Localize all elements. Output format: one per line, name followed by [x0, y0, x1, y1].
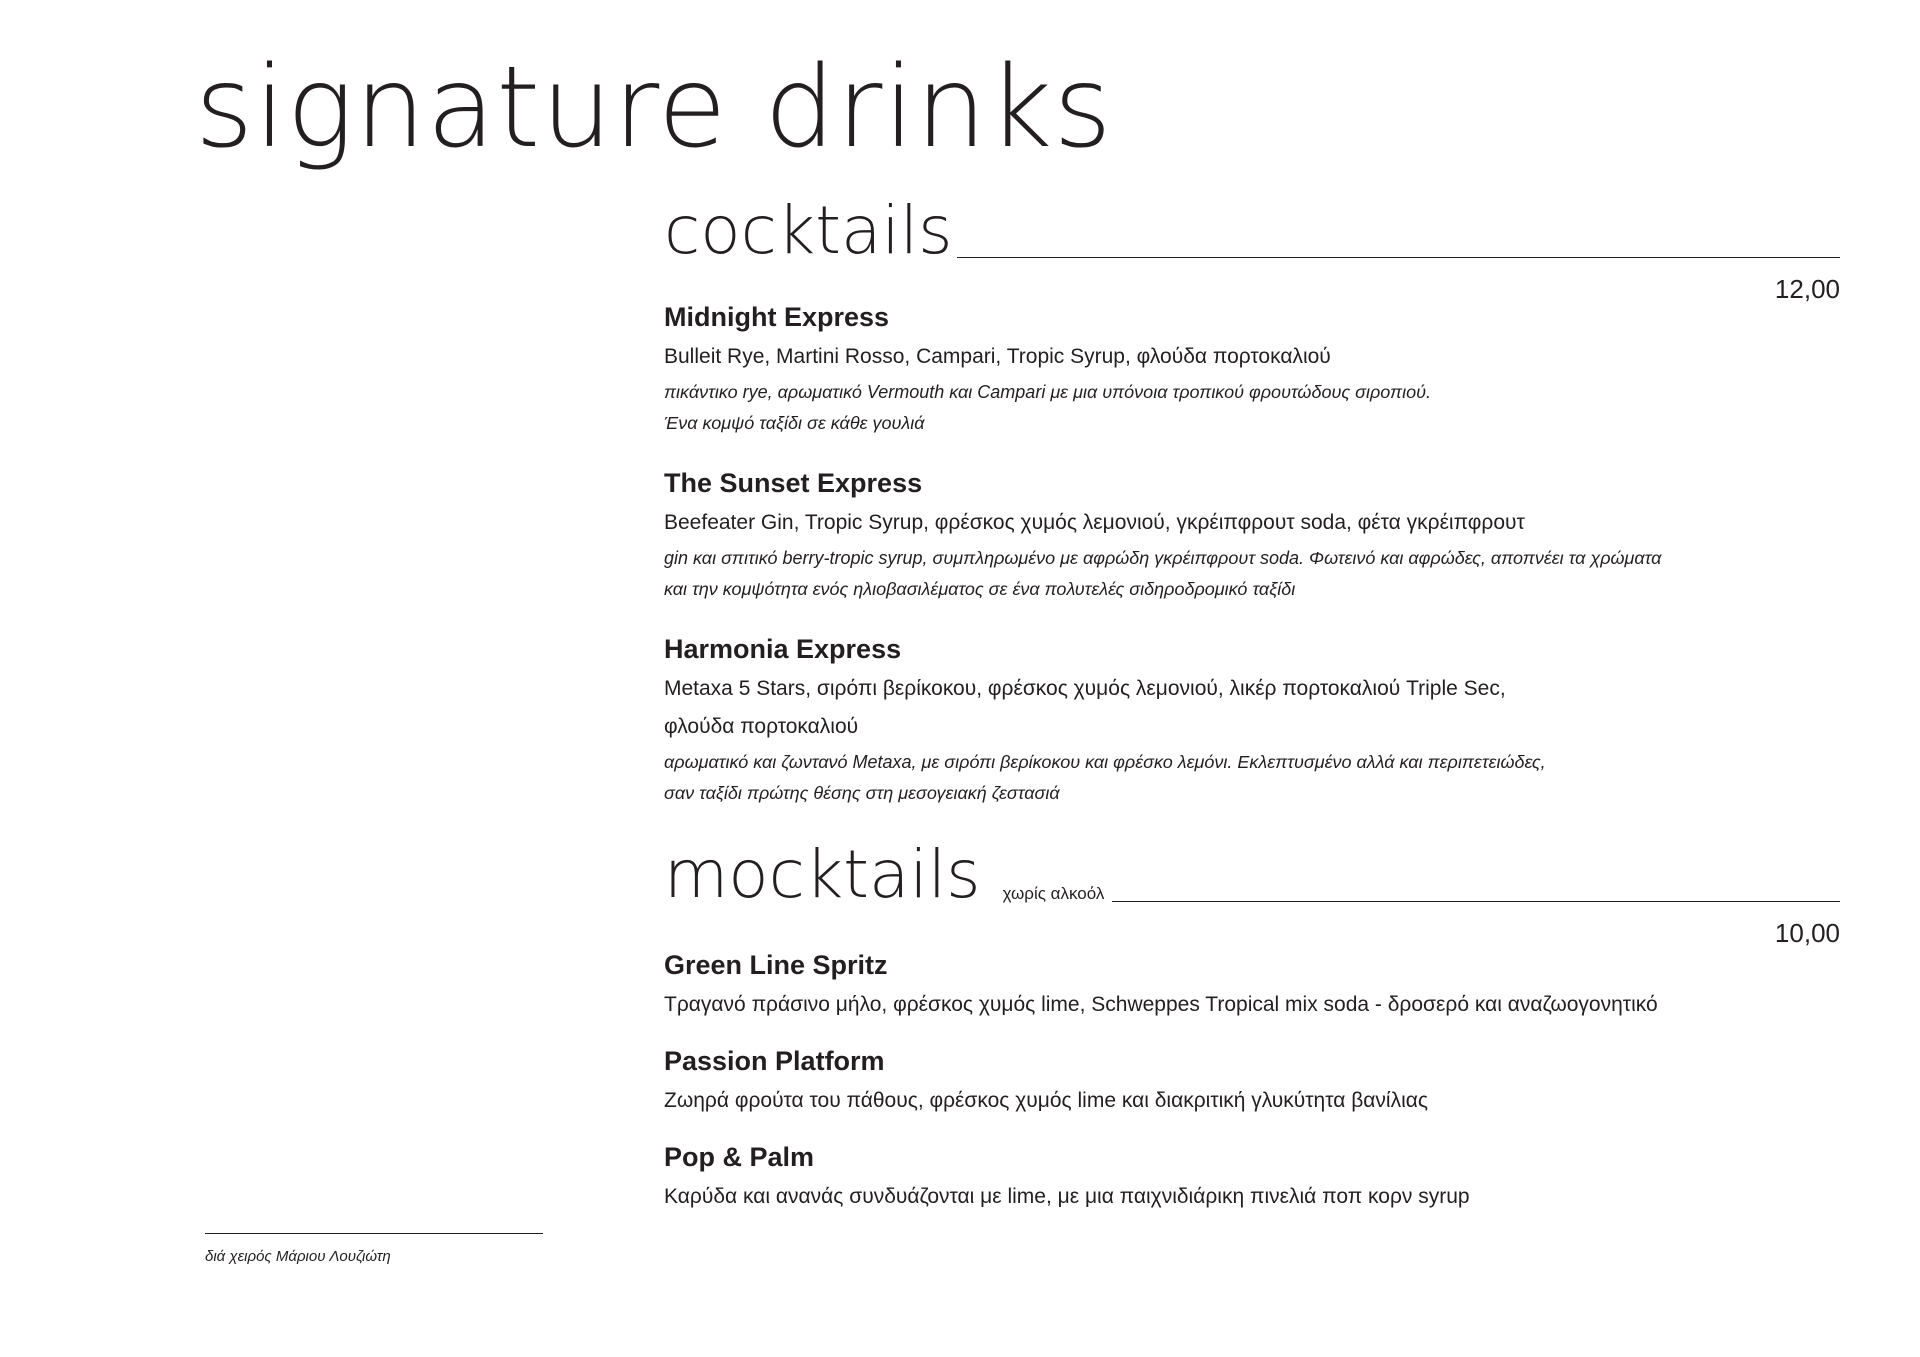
item-ingredients: Καρύδα και ανανάς συνδυάζονται με lime, με μια παιχνιδιάρικη πινελιά ποπ κορν syrup	[664, 1185, 1470, 1208]
section-rule	[1112, 901, 1840, 902]
menu-item	[664, 632, 1840, 808]
item-ingredients: φλούδα πορτοκαλιού	[664, 715, 859, 738]
menu-item	[664, 1140, 1840, 1216]
item-list	[664, 948, 1840, 1216]
item-note: gin και σπιτικό berry-tropic syrup, συμπληρωμένο με αφρώδη γκρέιπφρουτ soda. Φωτεινό και αφρώδες, αποπνέει τα χρώματα	[664, 548, 1662, 568]
section-title: mocktails	[664, 836, 981, 913]
item-ingredients: Ζωηρά φρούτα του πάθους, φρέσκος χυμός lime και διακριτική γλυκύτητα βανίλιας	[664, 1089, 1429, 1112]
signature-line	[205, 1233, 543, 1234]
item-name: Passion Platform	[664, 1046, 885, 1076]
menu-item	[664, 300, 1840, 438]
menu-item	[664, 1044, 1840, 1120]
mocktails-section	[664, 836, 1840, 1216]
section-price: 10,00	[1774, 918, 1840, 948]
item-list	[664, 300, 1840, 808]
menu-item	[664, 466, 1840, 604]
item-name: Midnight Express	[664, 302, 890, 332]
item-name: Green Line Spritz	[664, 950, 888, 980]
menu-content	[664, 192, 1840, 1236]
item-note: πικάντικο rye, αρωματικό Vermouth και Campari με μια υπόνοια τροπικού φρουτώδους σιροπιού.	[664, 382, 1432, 402]
item-ingredients: Metaxa 5 Stars, σιρόπι βερίκοκου, φρέσκος χυμός λεμονιού, λικέρ πορτοκαλιού Triple Sec,	[664, 677, 1506, 700]
item-note: Ένα κομψό ταξίδι σε κάθε γουλιά	[664, 413, 925, 433]
section-rule	[957, 257, 1840, 258]
signature-credit: διά χειρός Μάριου Λουζιώτη	[205, 1248, 391, 1265]
section-header	[664, 836, 1840, 913]
section-price: 12,00	[1774, 274, 1840, 304]
item-note: αρωματικό και ζωντανό Metaxa, με σιρόπι βερίκοκου και φρέσκο λεμόνι. Εκλεπτυσμένο αλλά και περιπετειώδες,	[664, 752, 1546, 772]
item-ingredients: Beefeater Gin, Tropic Syrup, φρέσκος χυμός λεμονιού, γκρέιπφρουτ soda, φέτα γκρέιπφρουτ	[664, 511, 1525, 534]
item-name: Harmonia Express	[664, 634, 902, 664]
section-title: cocktails	[664, 192, 953, 269]
item-ingredients: Τραγανό πράσινο μήλο, φρέσκος χυμός lime, Schweppes Tropical mix soda - δροσερό και αναζωογονητικό	[664, 993, 1658, 1016]
item-ingredients: Bulleit Rye, Martini Rosso, Campari, Tropic Syrup, φλούδα πορτοκαλιού	[664, 345, 1331, 368]
menu-item	[664, 948, 1840, 1024]
item-name: Pop & Palm	[664, 1142, 815, 1172]
section-subtitle: χωρίς αλκοόλ	[1002, 884, 1105, 903]
item-name: The Sunset Express	[664, 468, 923, 498]
section-header	[664, 192, 1840, 269]
item-note: σαν ταξίδι πρώτης θέσης στη μεσογειακή ζεστασιά	[664, 783, 1060, 803]
cocktails-section	[664, 192, 1840, 808]
page-title: signature drinks	[195, 43, 1113, 173]
item-note: και την κομψότητα ενός ηλιοβασιλέματος σε ένα πολυτελές σιδηροδρομικό ταξίδι	[664, 579, 1296, 599]
